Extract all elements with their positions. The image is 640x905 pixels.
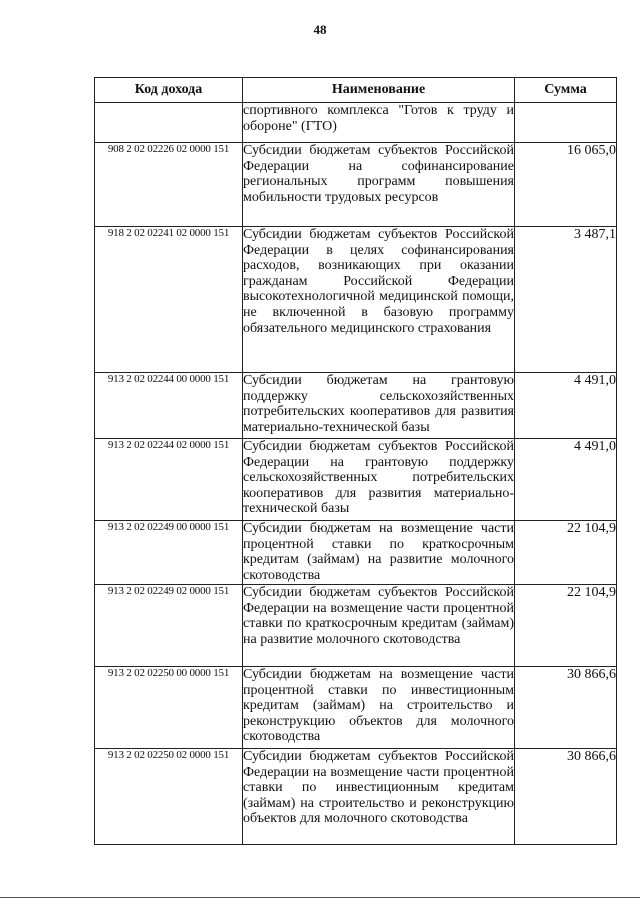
row-sum: 30 866,6: [515, 749, 617, 845]
row-name: спортивного комплекса "Готов к труду и обороне" (ГТО): [243, 103, 515, 143]
row-name: Субсидии бюджетам на возмещение части процентной ставки по краткосрочным кредитам (займам) на развитие молочного скотоводства: [243, 521, 514, 583]
row-name: Субсидии бюджетам субъектов Российской Федерации в целях софинансирования расходов, возникающих при оказании гражданам Российской Федерации высокотехнологичной медицинской помощи, не включенной в базовую программу обязательного медицинского страхования: [243, 227, 515, 373]
row-name: Субсидии бюджетам субъектов Российской Федерации на возмещение части процентной ставки по инвестиционным кредитам (займам) на строительство и реконструкцию объектов для молочного скотоводства: [243, 749, 515, 845]
row-sum: 30 866,6: [515, 667, 617, 749]
row-code: 913 2 02 02250 02 0000 151: [95, 749, 243, 845]
table-row: [95, 585, 617, 667]
budget-income-table: [94, 77, 617, 845]
table-row: [95, 749, 617, 845]
row-sum: 22 104,9: [515, 521, 617, 585]
table-row: [95, 143, 617, 227]
row-code: 913 2 02 02244 02 0000 151: [95, 439, 243, 521]
header-name: Наименование: [243, 78, 515, 103]
row-code: 913 2 02 02249 02 0000 151: [95, 585, 243, 667]
table-row: [95, 667, 617, 749]
scan-edge-line: [0, 897, 640, 898]
row-sum: [515, 103, 617, 143]
row-name: Субсидии бюджетам субъектов Российской Федерации на софинансирование региональных программ повышения мобильности трудовых ресурсов: [243, 143, 515, 227]
table-row: [95, 103, 617, 143]
row-sum: 16 065,0: [515, 143, 617, 227]
row-sum: 22 104,9: [515, 585, 617, 667]
row-sum: 4 491,0: [515, 373, 617, 439]
row-name: Субсидии бюджетам на грантовую поддержку сельскохозяйственных потребительских кооперативов для развития материально-технической базы: [243, 373, 515, 439]
row-name: Субсидии бюджетам на возмещение части процентной ставки по инвестиционным кредитам (займам) на строительство и реконструкцию объектов для молочного скотоводства: [243, 667, 515, 749]
table-row: [95, 373, 617, 439]
table-row: [95, 521, 617, 585]
table-row: [95, 439, 617, 521]
row-code: 913 2 02 02249 00 0000 151: [95, 521, 243, 585]
row-sum: 4 491,0: [515, 439, 617, 521]
page-number: 48: [313, 22, 327, 37]
row-code: 908 2 02 02226 02 0000 151: [95, 143, 243, 227]
header-sum: Сумма: [515, 78, 617, 103]
row-name: Субсидии бюджетам субъектов Российской Федерации на грантовую поддержку сельскохозяйственных потребительских кооперативов для развития материально-технической базы: [243, 439, 515, 521]
row-code: [95, 103, 243, 143]
row-code: 913 2 02 02244 00 0000 151: [95, 373, 243, 439]
row-code: 918 2 02 02241 02 0000 151: [95, 227, 243, 373]
header-code: Код дохода: [95, 78, 243, 103]
row-sum: 3 487,1: [515, 227, 617, 373]
row-code: 913 2 02 02250 00 0000 151: [95, 667, 243, 749]
table-header-row: [95, 78, 617, 103]
table-row: [95, 227, 617, 373]
row-name: Субсидии бюджетам субъектов Российской Федерации на возмещение части процентной ставки по краткосрочным кредитам (займам) на развитие молочного скотоводства: [243, 585, 515, 667]
